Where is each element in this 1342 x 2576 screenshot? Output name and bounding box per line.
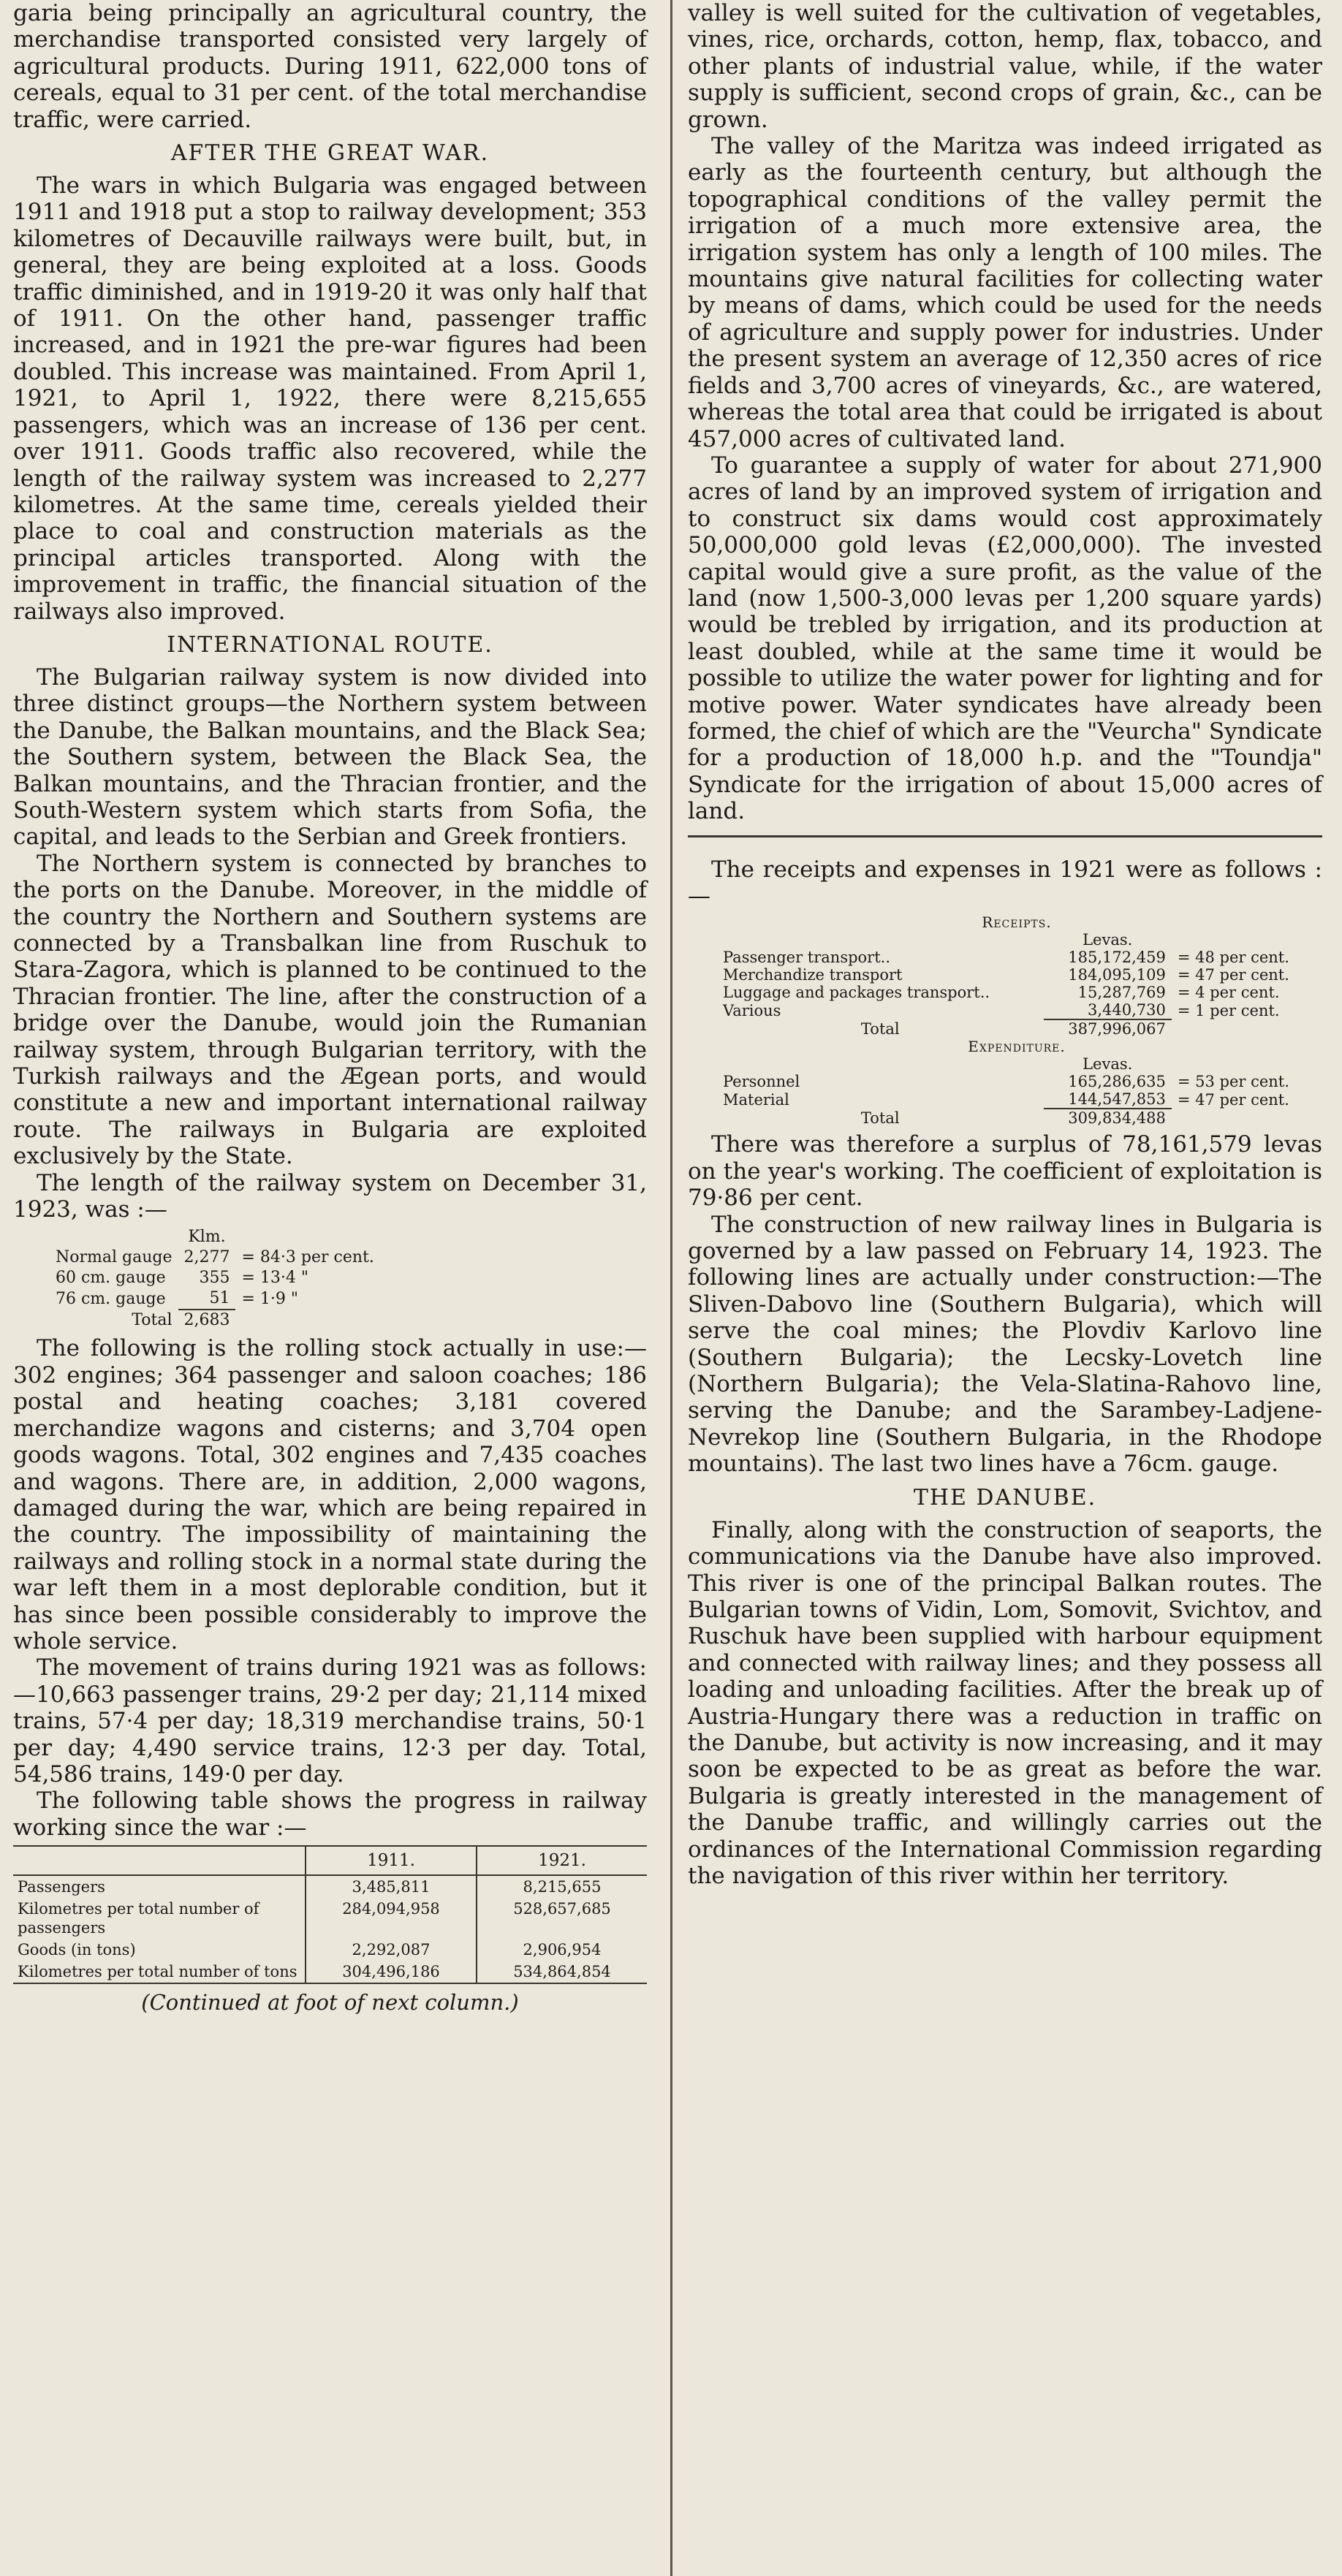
paragraph: The following table shows the progress in railway working since the war :— (13, 1787, 647, 1841)
table-row: Personnel 165,286,635 = 53 per cent. (723, 1073, 1289, 1091)
heading-the-danube: THE DANUBE. (913, 1484, 1097, 1511)
receipts-table: Receipts. Levas. Passenger transport.. 185,172,459 = 48 per cent. Merchandize transport 184,095,109 = 47 per cent. Luggage and packages transport.. 15,287,769 = 4 per cent. Various 3,440,730 = 1 per cent. Total 387,996,067 Expenditure. Levas. Personnel 165,286,635 = 53 per cent. Material 144,547,853 = 47 per cent. Total 309,834,488 (717, 913, 1316, 1127)
table-row: Kilometres per total number of passengers 284,094,958 528,657,685 (13, 1898, 647, 1939)
levas-unit: Levas. (1083, 931, 1133, 949)
receipts-title: Receipts. (982, 913, 1052, 932)
table-row: Various 3,440,730 = 1 per cent. (723, 1001, 1280, 1019)
right-column (683, 0, 1327, 1889)
paragraph: The movement of trains during 1921 was as follows:—10,663 passenger trains, 29·2 per day; 21,114 mixed trains, 57·4 per day; 18,319 merchandise trains, 50·1 per day; 4,490 service trains, 12·3 per day. Total, 54,586 trains, 149·0 per day. (13, 1654, 647, 1787)
paragraph: To guarantee a supply of water for about 271,900 acres of land by an improved system of irrigation and to construct six dams would cost approximately 50,000,000 gold levas (£2,000,000). The invested capital would give a sure profit, as the value of the land (now 1,500-3,000 levas per 1,200 square yards) would be trebled by irrigation, and its production at least doubled, while at the same time it would be possible to utilize the water power for lighting and for motive power. Water syndicates have already been formed, the chief of which are the "Veurcha" Syndicate for a production of 18,000 h.p. and the "Toundja" Syndicate for the irrigation of about 15,000 acres of land. (688, 452, 1322, 825)
table-total-row: Total 2,683 (132, 1310, 230, 1330)
table-row: Passenger transport.. 185,172,459 = 48 per cent. (723, 949, 1289, 967)
paragraph: The Northern system is connected by branches to the ports on the Danube. Moreover, in the middle of the country the Northern and Southern systems are connected by a Transbalkan line from Ruschuk to Stara-Zagora, which is planned to be continued to the Thracian frontier. The line, after the construction of a bridge over the Danube, would join the Rumanian railway system, through Bulgarian territory, with the Turkish railways and the Ægean ports, and would constitute a new and important international railway route. The railways in Bulgaria are exploited exclusively by the State. (13, 850, 647, 1170)
paragraph: The length of the railway system on December 31, 1923, was :— (13, 1169, 647, 1223)
expenditure-title: Expenditure. (968, 1038, 1066, 1056)
paragraph: The valley of the Maritza was indeed irrigated as early as the fourteenth century, but although the topographical conditions of the valley permit the irrigation of a much more extensive area, the irrigation system has only a length of 100 miles. The mountains give natural facilities for collecting water by means of dams, which could be used for the needs of agriculture and supply power for industries. Under the present system an average of 12,350 acres of rice fields and 3,700 acres of vineyards, &c., are watered, whereas the total area that could be irrigated is about 457,000 acres of cultivated land. (688, 133, 1322, 452)
paragraph: There was therefore a surplus of 78,161,579 levas on the year's working. The coefficient of exploitation is 79·86 per cent. (688, 1131, 1322, 1212)
section-rule (688, 835, 1322, 837)
paragraph: Finally, along with the construction of seaports, the communications via the Danube have also improved. This river is one of the principal Balkan routes. The Bulgarian towns of Vidin, Lom, Somovit, Svichtov, and Ruschuk have been supplied with harbour equipment and connected with railway lines; and they possess all loading and unloading facilities. After the break up of Austria-Hungary there was a reduction in traffic on the Danube, but activity is now increasing, and it may soon be expected to be as great as before the war. Bulgaria is greatly interested in the management of the Danube traffic, and willingly carries out the ordinances of the International Commission regarding the navigation of this river within her territory. (688, 1516, 1322, 1889)
receipts-intro: The receipts and expenses in 1921 were as follows :— (688, 856, 1322, 909)
gauge-unit: Klm. (188, 1228, 226, 1247)
opening-paragraph: garia being principally an agricultural country, the merchandise transported consisted very largely of agricultural products. During 1911, 622,000 tons of cereals, equal to 31 per cent. of the total merchandise traffic, were carried. (13, 0, 647, 133)
table-row: Material 144,547,853 = 47 per cent. (723, 1090, 1289, 1109)
paragraph: The following is the rolling stock actually in use:—302 engines; 364 passenger and saloon coaches; 186 postal and heating coaches; 3,181 covered merchandize wagons and cisterns; and 3,704 open goods wagons. Total, 302 engines and 7,435 coaches and wagons. There are, in addition, 2,000 wagons, damaged during the war, which are being repaired in the country. The impossibility of maintaining the railways and rolling stock in a normal state during the war left them in a most deplorable condition, but it has since been possible considerably to improve the whole service. (13, 1335, 647, 1654)
table-total-row: Total 387,996,067 (860, 1019, 1166, 1038)
table-row: Luggage and packages transport.. 15,287,769 = 4 per cent. (723, 984, 1280, 1002)
table-row: Kilometres per total number of tons 304,496,186 534,864,854 (13, 1961, 647, 1983)
paragraph: The Bulgarian railway system is now divided into three distinct groups—the Northern system between the Danube, the Balkan mountains, and the Black Sea; the Southern system, between the Black Sea, the Balkan mountains, and the Thracian frontier, and the South-Western system which starts from Sofia, the capital, and leads to the Serbian and Greek frontiers. (13, 664, 647, 851)
progress-table (13, 1845, 647, 1984)
table-row: Merchandize transport 184,095,109 = 47 per cent. (723, 966, 1289, 984)
continued-note: (Continued at foot of next column.) (141, 1990, 519, 2015)
table-row: Goods (in tons) 2,292,087 2,906,954 (13, 1939, 647, 1961)
gauge-table (50, 1227, 380, 1331)
heading-after-great-war: AFTER THE GREAT WAR. (170, 140, 490, 167)
paragraph: valley is well suited for the cultivation of vegetables, vines, rice, orchards, cotton, hemp, flax, tobacco, and other plants of industrial value, while, if the water supply is sufficient, second crops of grain, &c., can be grown. (688, 0, 1322, 133)
left-column (0, 0, 661, 2015)
table-row: Normal gauge 2,277 = 84·3 per cent. (56, 1248, 374, 1267)
table-row: 60 cm. gauge 355 = 13·4 " (56, 1269, 309, 1288)
paragraph: The construction of new railway lines in Bulgaria is governed by a law passed on February 14, 1923. The following lines are actually under construction:—The Sliven-Dabovo line (Southern Bulgaria), which will serve the coal mines; the Plovdiv Karlovo line (Southern Bulgaria); the Lecsky-Lovetch line (Northern Bulgaria); the Vela-Slatina-Rahovo line, serving the Danube; and the Sarambey-Ladjene-Nevrekop line (Southern Bulgaria, in the Rhodope mountains). The last two lines have a 76cm. gauge. (688, 1211, 1322, 1478)
header-1921: 1921. (477, 1846, 647, 1875)
column-divider (670, 0, 672, 2576)
table-row: 76 cm. gauge 51 = 1·9 " (50, 1288, 380, 1310)
table-total-row: Total 309,834,488 (860, 1109, 1166, 1128)
table-row: Passengers 3,485,811 8,215,655 (13, 1875, 647, 1898)
heading-international-route: INTERNATIONAL ROUTE. (167, 631, 493, 658)
paragraph: The wars in which Bulgaria was engaged between 1911 and 1918 put a stop to railway development; 353 kilometres of Decauville railways were built, but, in general, they are being exploited at a loss. Goods traffic diminished, and in 1919-20 it was only half that of 1911. On the other hand, passenger traffic increased, and in 1921 the pre-war figures had been doubled. This increase was maintained. From April 1, 1921, to April 1, 1922, there were 8,215,655 passengers, which was an increase of 136 per cent. over 1911. Goods traffic also recovered, while the length of the railway system was increased to 2,277 kilometres. At the same time, cereals yielded their place to coal and construction materials as the principal articles transported. Along with the improvement in traffic, the financial situation of the railways also improved. (13, 172, 647, 625)
header-1911: 1911. (306, 1846, 477, 1875)
